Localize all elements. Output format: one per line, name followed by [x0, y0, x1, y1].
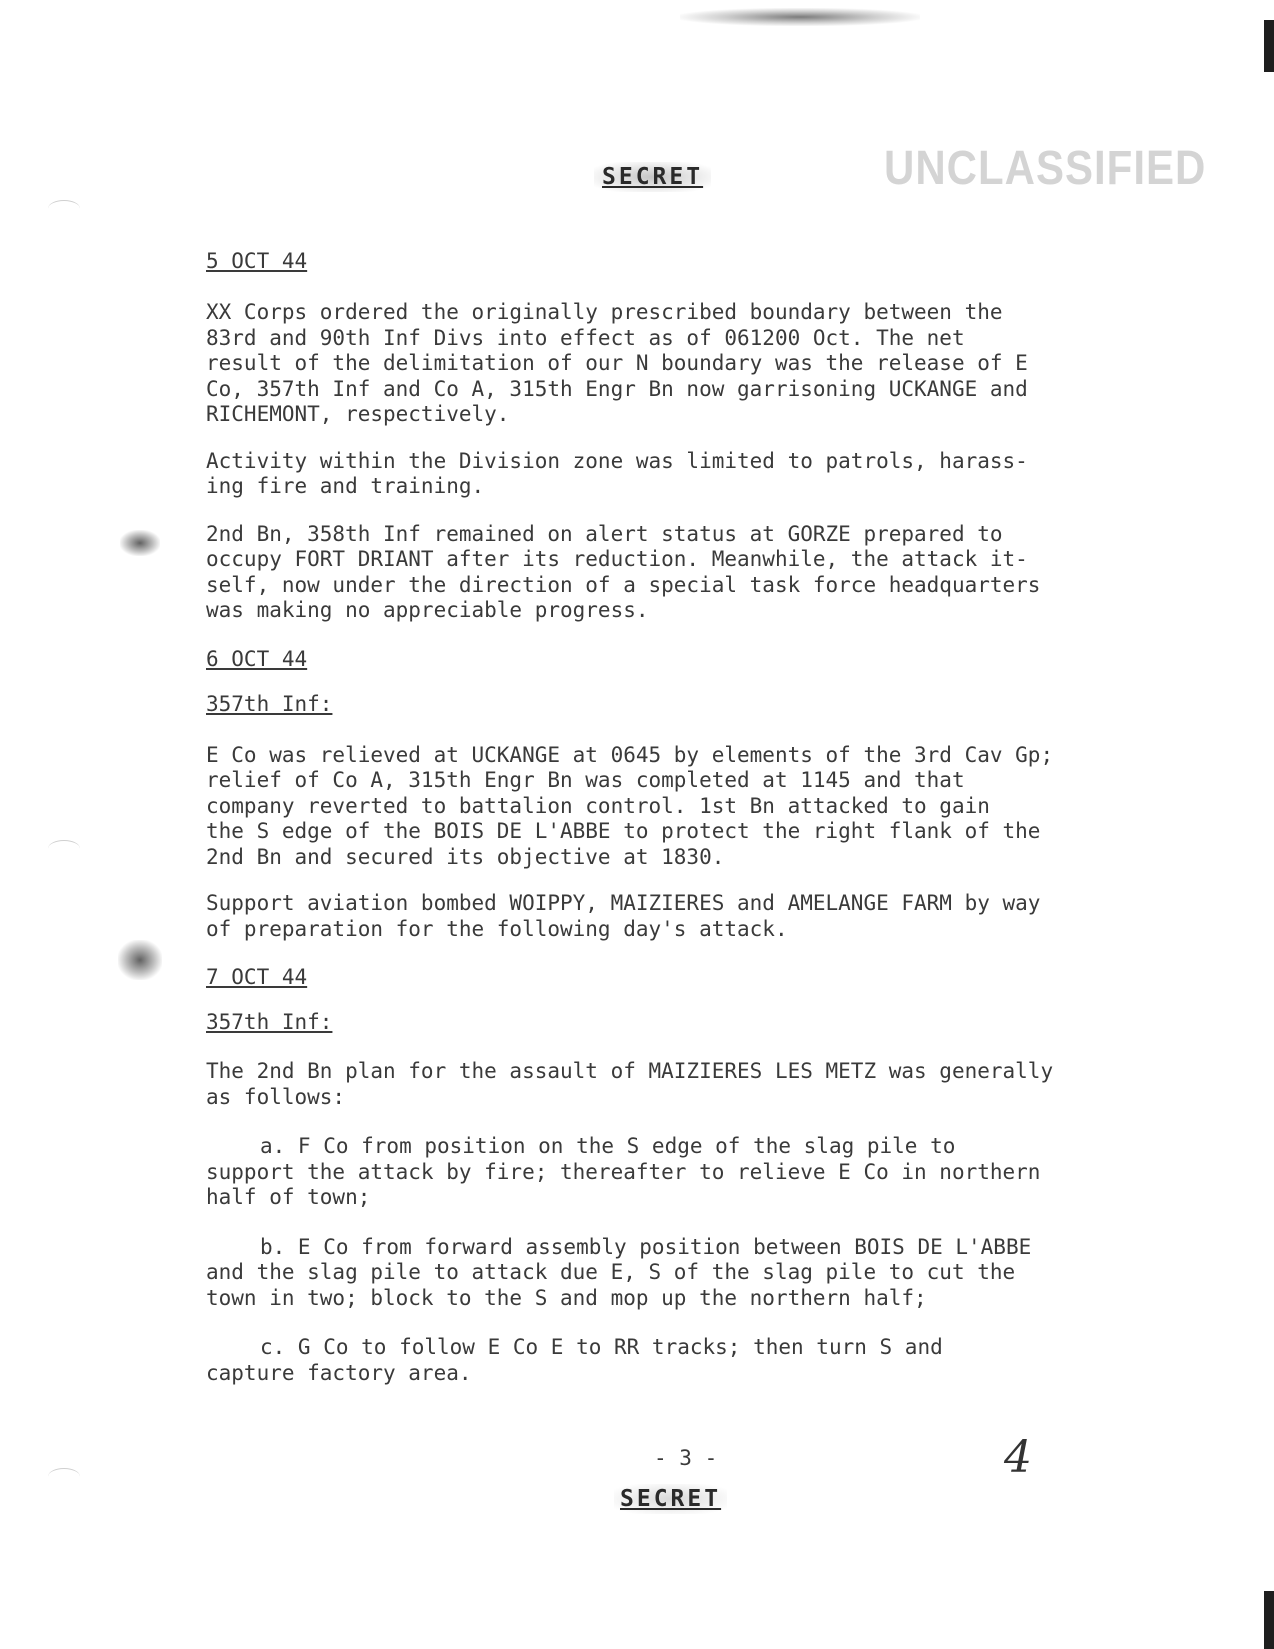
margin-mark [48, 1468, 80, 1485]
punch-hole-mark [120, 530, 160, 556]
page-number: - 3 - [654, 1446, 718, 1470]
scan-smudge [680, 8, 920, 26]
paragraph: The 2nd Bn plan for the assault of MAIZIERES LES METZ was generally as follows: [206, 1059, 1054, 1109]
margin-mark [48, 200, 80, 217]
paragraph: XX Corps ordered the originally prescribed boundary between the 83rd and 90th Inf Divs into effect as of 061200 Oct. The net result of the delimitation of our N boundary was the release of E Co, 357th Inf and Co A, 315th Engr Bn now garrisoning UCKANGE and RICHEMONT, respectively. [206, 300, 1028, 426]
unit-heading: 357th Inf: [206, 1010, 333, 1034]
handwritten-page-mark: 4 [1004, 1432, 1032, 1483]
scan-edge-mark-top [1264, 20, 1274, 72]
list-item: b. E Co from forward assembly position between BOIS DE L'ABBE and the slag pile to attack due E, S of the slag pile to cut the town in two; block to the S and mop up the northern half; [206, 1234, 1032, 1310]
list-item: c. G Co to follow E Co E to RR tracks; then turn S and capture factory area. [206, 1335, 943, 1385]
margin-mark [48, 840, 80, 857]
date-heading: 6 OCT 44 [206, 646, 308, 671]
date-heading: 7 OCT 44 [206, 965, 308, 989]
paragraph: Activity within the Division zone was limited to patrols, harass- ing fire and training. [206, 448, 1028, 498]
paragraph: Support aviation bombed WOIPPY, MAIZIERES and AMELANGE FARM by way of preparation for the following day's attack. [206, 891, 1041, 941]
paragraph: E Co was relieved at UCKANGE at 0645 by elements of the 3rd Cav Gp; relief of Co A, 315th Engr Bn was completed at 1145 and that company reverted to battalion control. 1st Bn attacked to gain the S edge of the BOIS DE L'ABBE to protect the right flank of the 2nd Bn and secured its objective at 1830. [206, 742, 1054, 869]
punch-hole-mark [118, 940, 162, 980]
date-heading: 5 OCT 44 [206, 249, 308, 273]
unit-heading: 357th Inf: [206, 691, 333, 716]
classification-bottom: SECRET [614, 1484, 727, 1514]
classification-top: SECRET [594, 162, 711, 192]
paragraph: 2nd Bn, 358th Inf remained on alert status at GORZE prepared to occupy FORT DRIANT after its reduction. Meanwhile, the attack it- self, now under the direction of a special task force headquarters was making no appreciable progress. [206, 521, 1041, 622]
list-item: a. F Co from position on the S edge of the slag pile to support the attack by fire; thereafter to relieve E Co in northern half of town; [206, 1134, 1041, 1209]
unclassified-stamp: UNCLASSIFIED [884, 140, 1207, 195]
scan-edge-mark-bottom [1264, 1591, 1274, 1649]
document-body [206, 248, 1206, 1386]
